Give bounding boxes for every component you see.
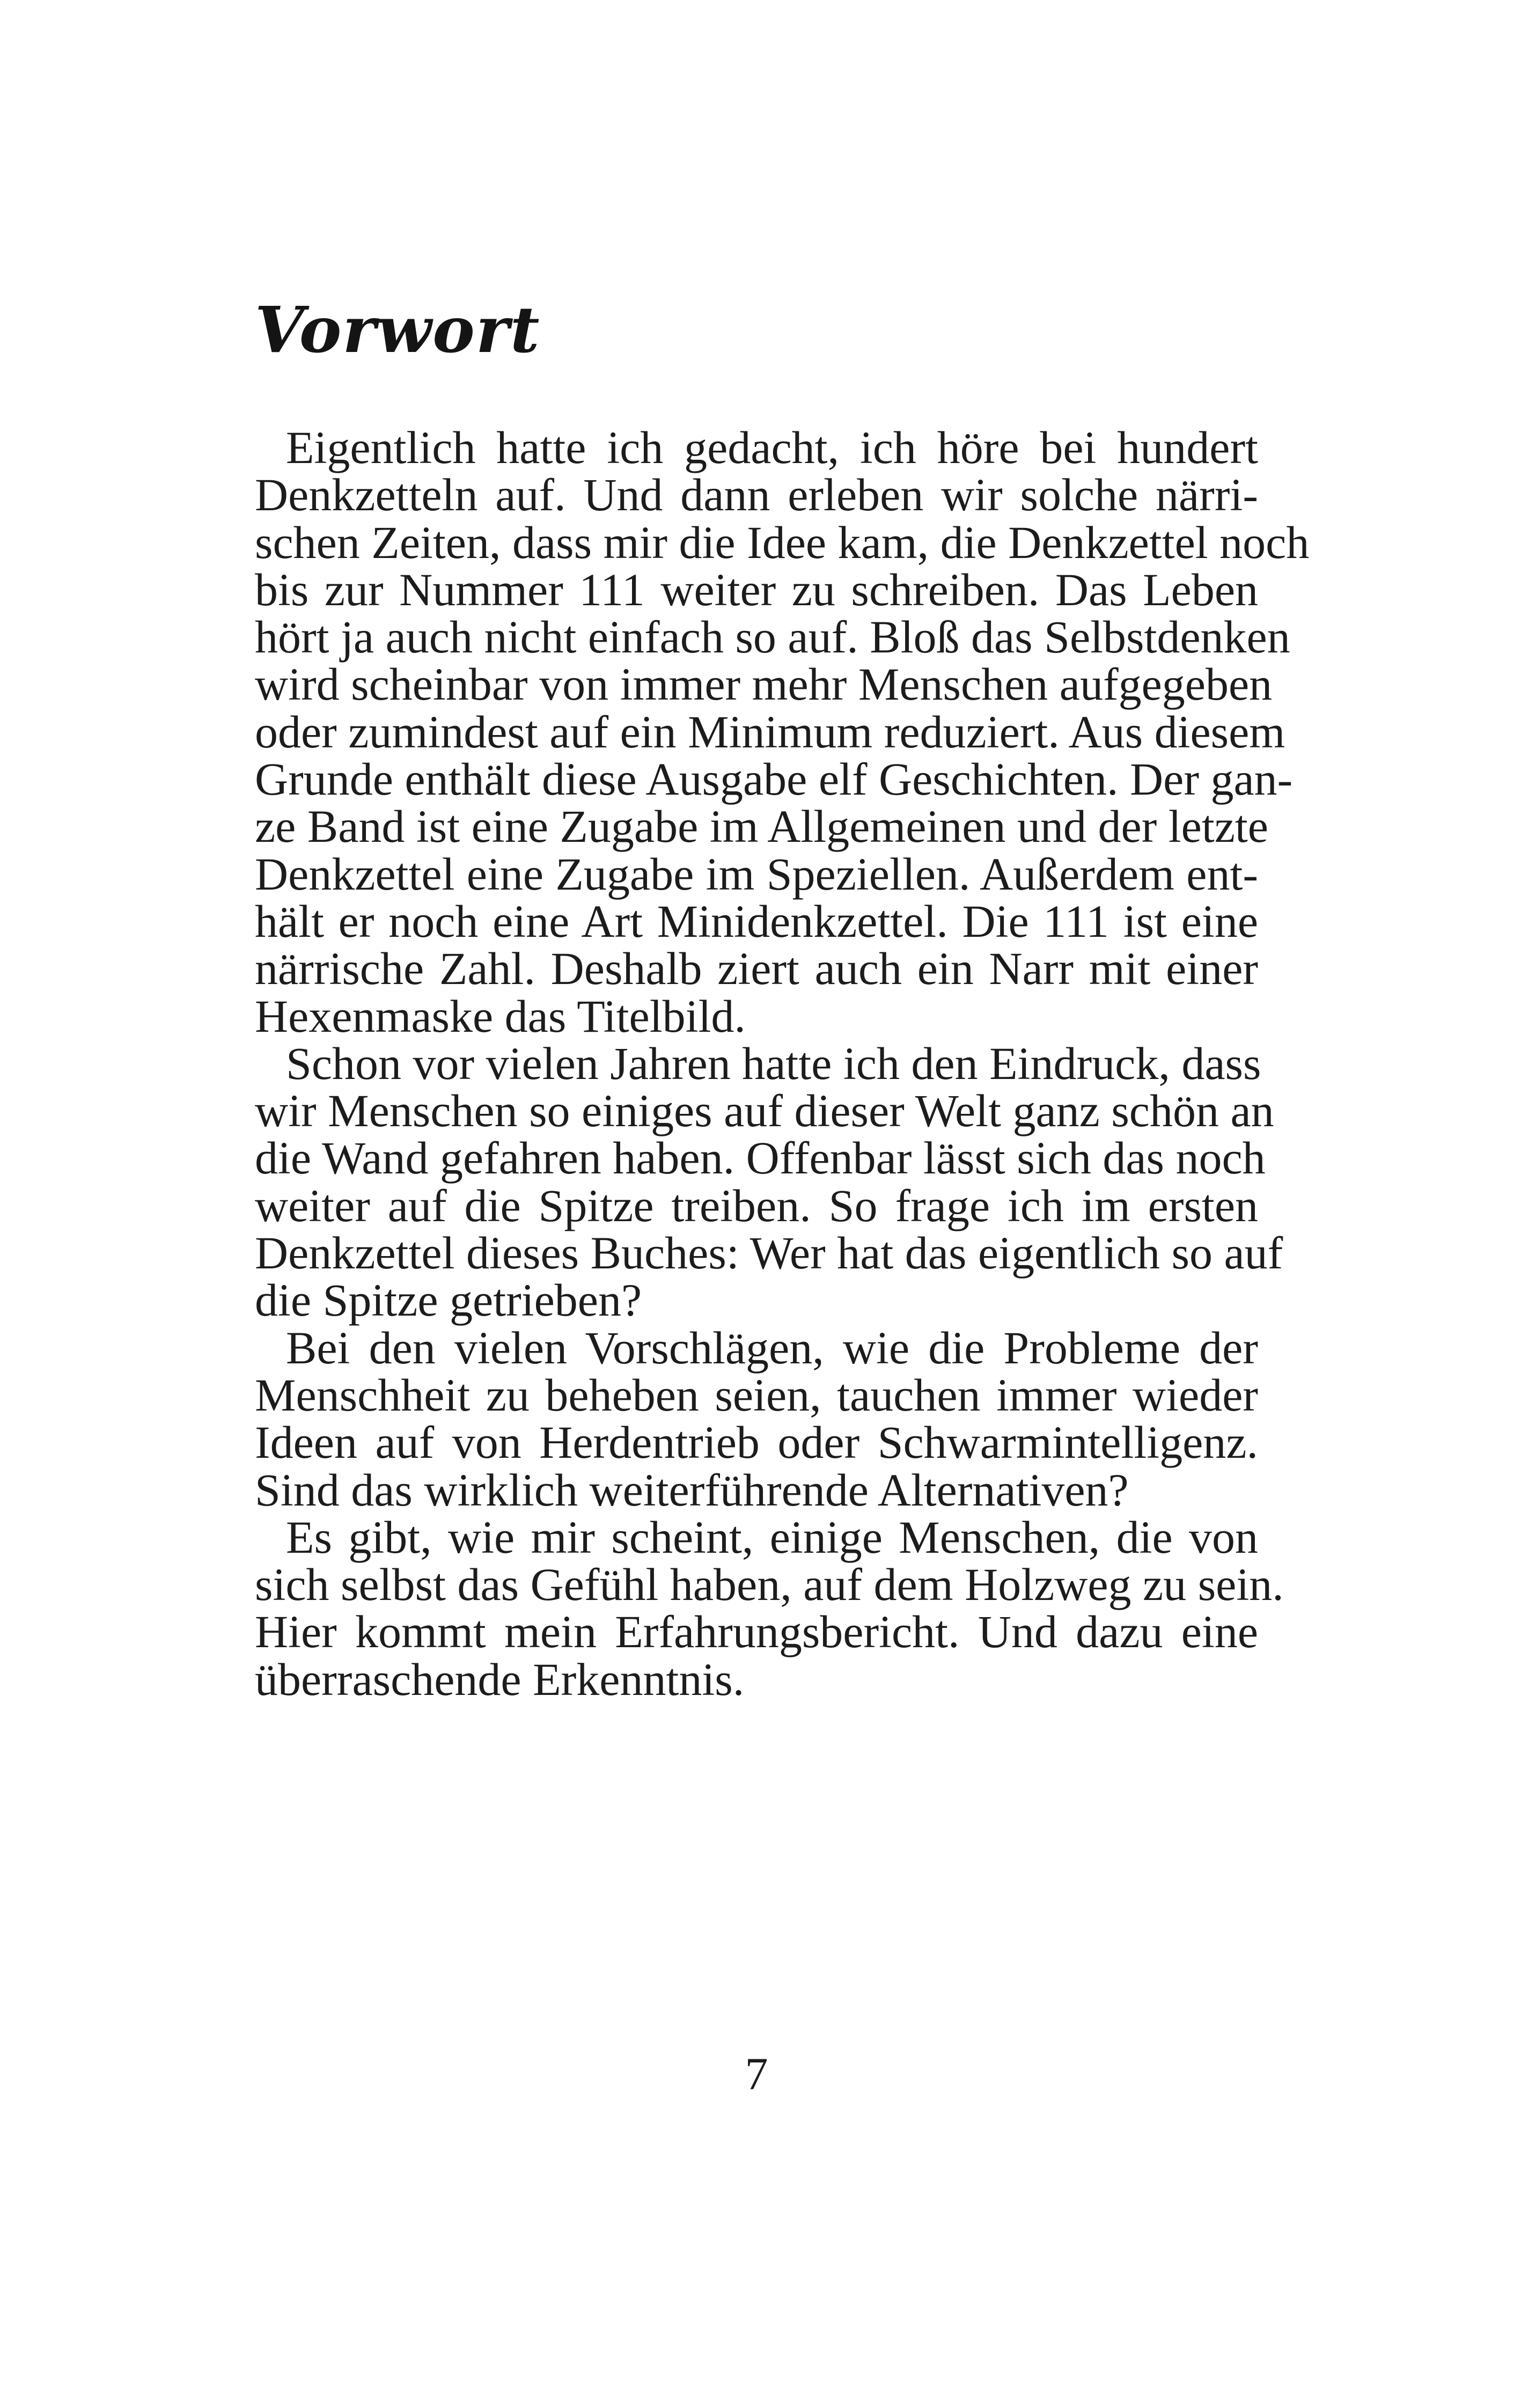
page-number: 7 — [745, 2048, 768, 2099]
text-line: hört ja auch nicht einfach so auf. Bloß das Selbstdenken — [255, 611, 1290, 663]
text-line: Hier kommt mein Erfahrungsbericht. Und dazu eine — [255, 1606, 1258, 1658]
text-line: Denkzettel dieses Buches: Wer hat das eigentlich so auf — [255, 1227, 1283, 1279]
text-line: bis zur Nummer 111 weiter zu schreiben. Das Leben — [255, 563, 1258, 615]
preface-body-text — [255, 422, 1310, 1705]
text-line: Hexenmaske das Titelbild. — [255, 990, 746, 1042]
text-line: Denkzettel eine Zugabe im Speziellen. Außerdem ent- — [255, 848, 1258, 900]
text-line: wir Menschen so einiges auf dieser Welt ganz schön an — [255, 1085, 1274, 1137]
text-line: Sind das wirklich weiterführende Alternativen? — [255, 1464, 1129, 1516]
text-line: närrische Zahl. Deshalb ziert auch ein Narr mit einer — [255, 943, 1258, 995]
text-line: überraschende Erkenntnis. — [255, 1653, 745, 1705]
text-line: Schon vor vielen Jahren hatte ich den Eindruck, dass — [286, 1037, 1261, 1089]
text-line: wird scheinbar von immer mehr Menschen aufgegeben — [255, 658, 1273, 710]
text-line: Bei den vielen Vorschlägen, wie die Probleme der — [286, 1322, 1258, 1374]
book-page — [255, 0, 1310, 2408]
text-line: die Wand gefahren haben. Offenbar lässt sich das noch — [255, 1132, 1266, 1184]
text-line: sich selbst das Gefühl haben, auf dem Holzweg zu sein. — [255, 1559, 1284, 1611]
text-line: Ideen auf von Herdentrieb oder Schwarmintelligenz. — [255, 1416, 1258, 1469]
text-line: Grunde enthält diese Ausgabe elf Geschichten. Der gan- — [255, 753, 1293, 805]
text-line: Menschheit zu beheben seien, tauchen immer wieder — [255, 1369, 1258, 1421]
text-line: hält er noch eine Art Minidenkzettel. Die 111 ist eine — [255, 895, 1258, 947]
text-line: Denkzetteln auf. Und dann erleben wir solche närri- — [255, 469, 1258, 521]
text-line: oder zumindest auf ein Minimum reduziert. Aus diesem — [255, 706, 1285, 758]
text-line: die Spitze getrieben? — [255, 1274, 642, 1326]
text-line: weiter auf die Spitze treiben. So frage ich im ersten — [255, 1179, 1258, 1231]
chapter-heading: Vorwort — [255, 292, 541, 367]
text-line: schen Zeiten, dass mir die Idee kam, die Denkzettel noch — [255, 516, 1310, 568]
text-line: Eigentlich hatte ich gedacht, ich höre bei hundert — [286, 422, 1258, 473]
text-line: ze Band ist eine Zugabe im Allgemeinen und der letzte — [255, 801, 1268, 853]
text-line: Es gibt, wie mir scheint, einige Menschen, die von — [286, 1511, 1258, 1563]
